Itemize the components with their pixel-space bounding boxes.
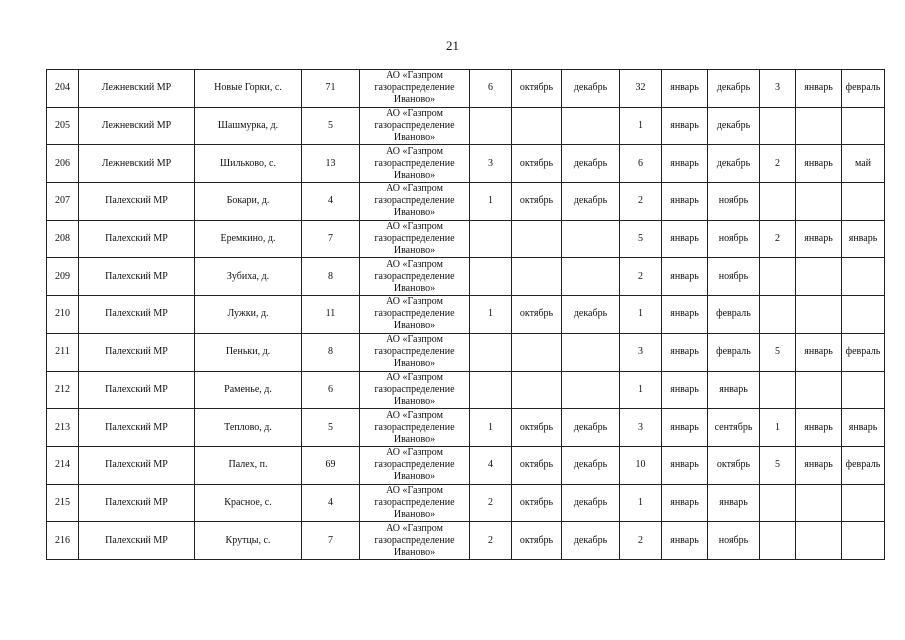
stage1-start-cell: октябрь (512, 145, 562, 183)
stage3-count-cell (760, 258, 796, 296)
stage2-start-cell: январь (662, 145, 708, 183)
stage1-count-cell: 1 (470, 296, 512, 334)
stage2-end-cell: декабрь (708, 107, 760, 145)
locality-cell: Теплово, д. (195, 409, 302, 447)
stage3-count-cell (760, 296, 796, 334)
stage3-end-cell: февраль (842, 333, 885, 371)
stage3-count-cell: 2 (760, 145, 796, 183)
stage2-start-cell: январь (662, 296, 708, 334)
stage1-count-cell (470, 107, 512, 145)
stage2-start-cell: январь (662, 446, 708, 484)
district-cell: Палехский МР (79, 371, 195, 409)
stage2-count-cell: 2 (620, 183, 662, 221)
stage2-end-cell: октябрь (708, 446, 760, 484)
organization-cell: АО «Газпром газораспределение Иваново» (360, 183, 470, 221)
stage2-end-cell: декабрь (708, 145, 760, 183)
row-number: 216 (47, 522, 79, 560)
stage3-start-cell (796, 371, 842, 409)
page-number: 21 (446, 38, 459, 53)
row-number: 204 (47, 70, 79, 108)
stage2-start-cell: январь (662, 70, 708, 108)
stage1-start-cell: октябрь (512, 70, 562, 108)
table-row (47, 70, 885, 108)
stage2-start-cell: январь (662, 107, 708, 145)
stage3-start-cell: январь (796, 70, 842, 108)
count-cell: 7 (302, 522, 360, 560)
table-row (47, 296, 885, 334)
row-number: 213 (47, 409, 79, 447)
stage1-end-cell (562, 258, 620, 296)
table-row (47, 409, 885, 447)
district-cell: Палехский МР (79, 333, 195, 371)
locality-cell: Еремкино, д. (195, 220, 302, 258)
locality-cell: Крутцы, с. (195, 522, 302, 560)
stage2-count-cell: 32 (620, 70, 662, 108)
table-row (47, 183, 885, 221)
district-cell: Палехский МР (79, 183, 195, 221)
stage2-count-cell: 2 (620, 258, 662, 296)
district-cell: Лежневский МР (79, 145, 195, 183)
stage1-count-cell: 6 (470, 70, 512, 108)
count-cell: 7 (302, 220, 360, 258)
locality-cell: Шашмурка, д. (195, 107, 302, 145)
stage1-count-cell: 3 (470, 145, 512, 183)
row-number: 208 (47, 220, 79, 258)
stage1-end-cell: декабрь (562, 183, 620, 221)
stage2-end-cell: сентябрь (708, 409, 760, 447)
count-cell: 69 (302, 446, 360, 484)
count-cell: 4 (302, 484, 360, 522)
stage2-end-cell: декабрь (708, 70, 760, 108)
locality-cell: Лужки, д. (195, 296, 302, 334)
organization-cell: АО «Газпром газораспределение Иваново» (360, 107, 470, 145)
stage3-count-cell (760, 183, 796, 221)
stage2-start-cell: январь (662, 371, 708, 409)
stage2-end-cell: ноябрь (708, 183, 760, 221)
row-number: 210 (47, 296, 79, 334)
stage1-start-cell: октябрь (512, 484, 562, 522)
organization-cell: АО «Газпром газораспределение Иваново» (360, 145, 470, 183)
stage1-start-cell (512, 371, 562, 409)
stage2-count-cell: 1 (620, 484, 662, 522)
row-number: 211 (47, 333, 79, 371)
stage3-end-cell (842, 371, 885, 409)
stage3-end-cell (842, 183, 885, 221)
stage1-count-cell (470, 258, 512, 296)
locality-cell: Пеньки, д. (195, 333, 302, 371)
table-row (47, 333, 885, 371)
stage3-count-cell: 1 (760, 409, 796, 447)
stage3-count-cell: 2 (760, 220, 796, 258)
stage3-end-cell (842, 258, 885, 296)
stage1-start-cell: октябрь (512, 409, 562, 447)
table-row (47, 484, 885, 522)
stage1-start-cell: октябрь (512, 183, 562, 221)
stage2-count-cell: 10 (620, 446, 662, 484)
count-cell: 8 (302, 333, 360, 371)
stage3-start-cell (796, 296, 842, 334)
stage1-end-cell (562, 220, 620, 258)
row-number: 207 (47, 183, 79, 221)
district-cell: Лежневский МР (79, 107, 195, 145)
stage3-start-cell (796, 484, 842, 522)
stage3-end-cell (842, 107, 885, 145)
stage3-end-cell (842, 522, 885, 560)
locality-cell: Палех, п. (195, 446, 302, 484)
organization-cell: АО «Газпром газораспределение Иваново» (360, 296, 470, 334)
table-row (47, 107, 885, 145)
count-cell: 5 (302, 107, 360, 145)
stage3-start-cell: январь (796, 145, 842, 183)
stage1-start-cell: октябрь (512, 446, 562, 484)
stage1-count-cell: 1 (470, 183, 512, 221)
stage3-end-cell: февраль (842, 446, 885, 484)
stage2-end-cell: ноябрь (708, 522, 760, 560)
stage2-count-cell: 1 (620, 296, 662, 334)
stage3-start-cell: январь (796, 409, 842, 447)
stage3-start-cell (796, 107, 842, 145)
locality-cell: Бокари, д. (195, 183, 302, 221)
stage1-end-cell: декабрь (562, 446, 620, 484)
stage3-count-cell: 5 (760, 333, 796, 371)
count-cell: 8 (302, 258, 360, 296)
stage3-end-cell (842, 296, 885, 334)
count-cell: 4 (302, 183, 360, 221)
stage1-end-cell: декабрь (562, 484, 620, 522)
stage3-start-cell (796, 258, 842, 296)
stage2-end-cell: ноябрь (708, 258, 760, 296)
district-cell: Палехский МР (79, 296, 195, 334)
table-row (47, 220, 885, 258)
stage2-start-cell: январь (662, 333, 708, 371)
table-row (47, 446, 885, 484)
stage3-start-cell: январь (796, 446, 842, 484)
district-cell: Палехский МР (79, 522, 195, 560)
stage1-end-cell: декабрь (562, 296, 620, 334)
organization-cell: АО «Газпром газораспределение Иваново» (360, 371, 470, 409)
stage1-end-cell: декабрь (562, 522, 620, 560)
stage2-start-cell: январь (662, 183, 708, 221)
stage2-count-cell: 6 (620, 145, 662, 183)
stage2-start-cell: январь (662, 409, 708, 447)
stage1-count-cell (470, 220, 512, 258)
stage3-end-cell (842, 484, 885, 522)
stage3-end-cell: январь (842, 220, 885, 258)
organization-cell: АО «Газпром газораспределение Иваново» (360, 446, 470, 484)
organization-cell: АО «Газпром газораспределение Иваново» (360, 484, 470, 522)
stage2-count-cell: 2 (620, 522, 662, 560)
stage2-start-cell: январь (662, 484, 708, 522)
locality-cell: Раменье, д. (195, 371, 302, 409)
table-body (47, 70, 885, 560)
stage1-count-cell (470, 371, 512, 409)
stage1-end-cell: декабрь (562, 145, 620, 183)
stage3-count-cell (760, 484, 796, 522)
stage3-start-cell (796, 522, 842, 560)
district-cell: Лежневский МР (79, 70, 195, 108)
stage1-start-cell (512, 107, 562, 145)
district-cell: Палехский МР (79, 258, 195, 296)
locality-cell: Зубиха, д. (195, 258, 302, 296)
stage3-start-cell: январь (796, 220, 842, 258)
locality-cell: Красное, с. (195, 484, 302, 522)
organization-cell: АО «Газпром газораспределение Иваново» (360, 333, 470, 371)
organization-cell: АО «Газпром газораспределение Иваново» (360, 409, 470, 447)
row-number: 212 (47, 371, 79, 409)
stage2-start-cell: январь (662, 258, 708, 296)
stage3-count-cell: 5 (760, 446, 796, 484)
stage2-end-cell: январь (708, 371, 760, 409)
count-cell: 71 (302, 70, 360, 108)
count-cell: 6 (302, 371, 360, 409)
stage1-start-cell (512, 333, 562, 371)
organization-cell: АО «Газпром газораспределение Иваново» (360, 220, 470, 258)
stage2-count-cell: 1 (620, 371, 662, 409)
row-number: 215 (47, 484, 79, 522)
stage1-count-cell (470, 333, 512, 371)
table-row (47, 145, 885, 183)
district-cell: Палехский МР (79, 446, 195, 484)
stage3-start-cell: январь (796, 333, 842, 371)
count-cell: 11 (302, 296, 360, 334)
stage3-start-cell (796, 183, 842, 221)
table-row (47, 371, 885, 409)
stage1-end-cell (562, 333, 620, 371)
stage1-count-cell: 2 (470, 484, 512, 522)
stage1-start-cell (512, 220, 562, 258)
stage1-end-cell (562, 371, 620, 409)
stage2-end-cell: январь (708, 484, 760, 522)
row-number: 214 (47, 446, 79, 484)
row-number: 205 (47, 107, 79, 145)
stage1-start-cell (512, 258, 562, 296)
stage1-end-cell (562, 107, 620, 145)
stage3-end-cell: февраль (842, 70, 885, 108)
stage1-count-cell: 2 (470, 522, 512, 560)
table-row (47, 258, 885, 296)
organization-cell: АО «Газпром газораспределение Иваново» (360, 70, 470, 108)
count-cell: 5 (302, 409, 360, 447)
stage3-count-cell (760, 371, 796, 409)
stage2-count-cell: 3 (620, 333, 662, 371)
stage1-start-cell: октябрь (512, 296, 562, 334)
locality-cell: Новые Горки, с. (195, 70, 302, 108)
stage1-end-cell: декабрь (562, 70, 620, 108)
district-cell: Палехский МР (79, 409, 195, 447)
stage3-count-cell: 3 (760, 70, 796, 108)
stage2-end-cell: февраль (708, 333, 760, 371)
stage1-end-cell: декабрь (562, 409, 620, 447)
stage3-count-cell (760, 522, 796, 560)
stage2-start-cell: январь (662, 522, 708, 560)
gasification-schedule-table (46, 69, 885, 560)
row-number: 206 (47, 145, 79, 183)
organization-cell: АО «Газпром газораспределение Иваново» (360, 258, 470, 296)
row-number: 209 (47, 258, 79, 296)
organization-cell: АО «Газпром газораспределение Иваново» (360, 522, 470, 560)
stage2-count-cell: 5 (620, 220, 662, 258)
stage3-count-cell (760, 107, 796, 145)
count-cell: 13 (302, 145, 360, 183)
stage2-count-cell: 1 (620, 107, 662, 145)
stage2-count-cell: 3 (620, 409, 662, 447)
stage2-start-cell: январь (662, 220, 708, 258)
district-cell: Палехский МР (79, 484, 195, 522)
stage3-end-cell: май (842, 145, 885, 183)
locality-cell: Шильково, с. (195, 145, 302, 183)
stage3-end-cell: январь (842, 409, 885, 447)
stage1-count-cell: 1 (470, 409, 512, 447)
stage1-start-cell: октябрь (512, 522, 562, 560)
stage2-end-cell: февраль (708, 296, 760, 334)
stage2-end-cell: ноябрь (708, 220, 760, 258)
stage1-count-cell: 4 (470, 446, 512, 484)
table-row (47, 522, 885, 560)
district-cell: Палехский МР (79, 220, 195, 258)
